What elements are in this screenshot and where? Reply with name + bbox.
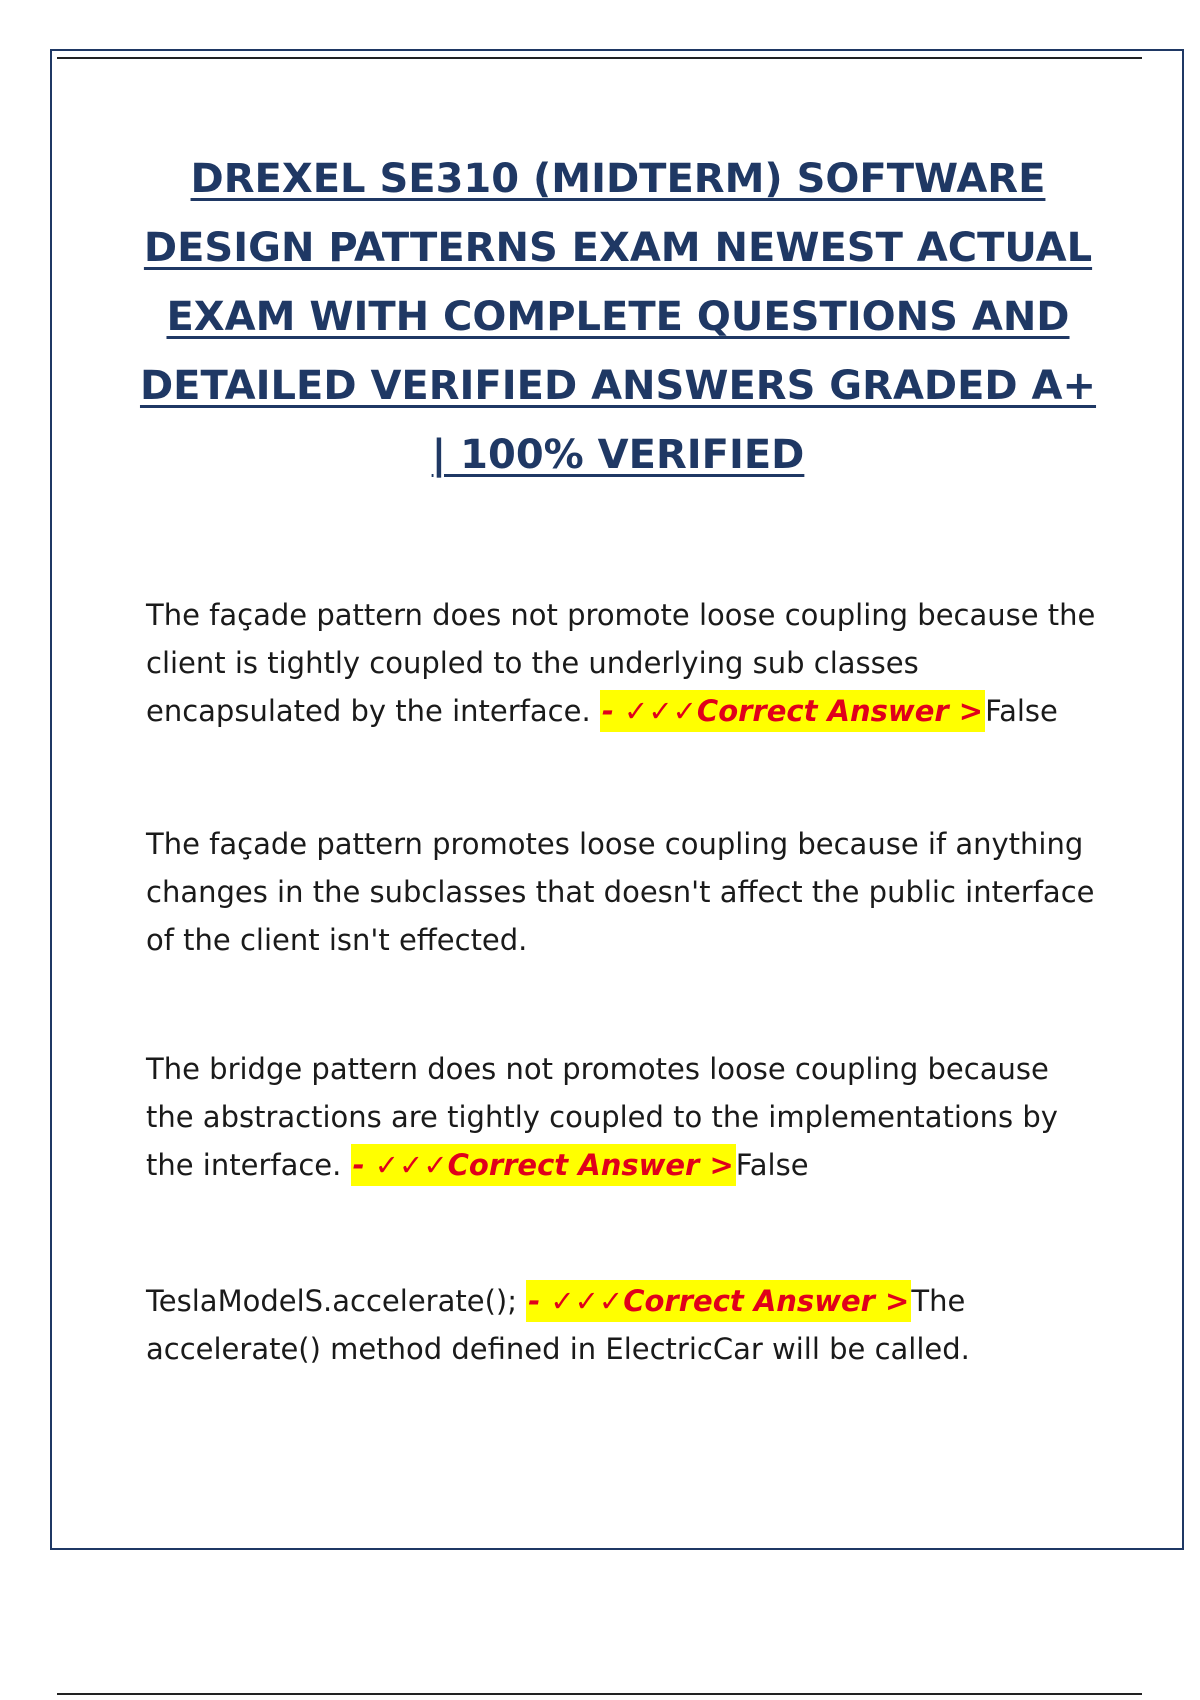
answer-text: False [735,1148,809,1182]
question-text: The façade pattern promotes loose coupling because if anything changes in the subclasses that doesn't affect the public interface of the client isn't effected. [146,827,1095,957]
header-rule [57,57,1142,59]
question-text: The façade pattern does not promote loose coupling because the client is tightly coupled to the underlying sub classes encapsulated by the interface. [146,598,1096,728]
answer-text: The accelerate() method defined in ElectricCar will be called. [146,1284,970,1366]
answer-text: False [985,694,1058,728]
question-text: The bridge pattern does not promotes loose coupling because the abstractions are tightly coupled to the implementations by the interface. [146,1052,1058,1182]
qa-item-1 [146,591,1096,735]
qa-item-3 [146,1045,1096,1189]
qa-item-2 [146,820,1096,964]
qa-item-4 [146,1277,1096,1373]
footer-rule [57,1693,1142,1695]
document-title: DREXEL SE310 (MIDTERM) SOFTWARE DESIGN PATTERNS EXAM NEWEST ACTUAL EXAM WITH COMPLETE QUESTIONS AND DETAILED VERIFIED ANSWERS GRADED A+ | 100% VERIFIED [139,156,1097,478]
correct-answer-marker: - ✓✓✓Correct Answer > [526,1280,911,1322]
correct-answer-marker: - ✓✓✓Correct Answer > [351,1144,736,1186]
question-text: TeslaModelS.accelerate(); [146,1284,517,1318]
correct-answer-marker: - ✓✓✓Correct Answer > [600,690,985,732]
